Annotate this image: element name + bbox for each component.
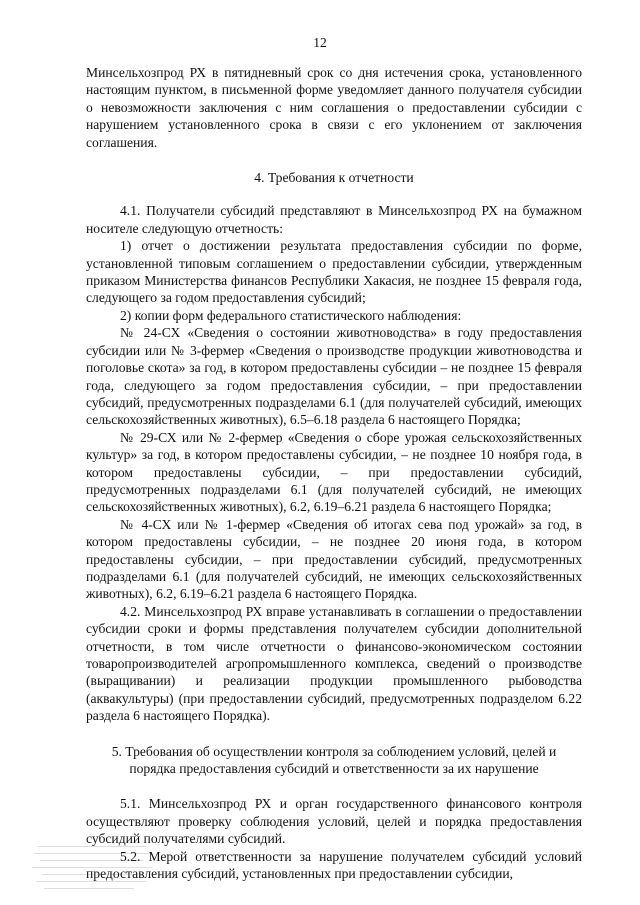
paragraph-5-2: 5.2. Мерой ответственности за нарушение получателем субсидий условий предоставления субсидий, установленных при предоставлении субсидии,: [86, 848, 582, 882]
paragraph-5-1: 5.1. Минсельхозпрод РХ и орган государственного финансового контроля осуществляют проверку соблюдения условий, целей и порядка предоставления субсидий получателями субсидий.: [86, 796, 582, 847]
faded-stamp-mark: [30, 840, 158, 898]
paragraph-4-1-item-1: 1) отчет о достижении результата предоставления субсидии по форме, установленной типовым соглашением о предоставлении субсидии, утвержденным приказом Министерства финансов Республики Хакасия, не позднее 15 февраля года, следующего за годом предоставления субсидий;: [86, 238, 582, 306]
paragraph-4-1-item-2: 2) копии форм федерального статистического наблюдения:: [120, 307, 462, 323]
page-number: 12: [313, 35, 327, 50]
section-5-heading-line-1: 5. Требования об осуществлении контроля за соблюдением условий, целей и: [111, 743, 557, 759]
section-5-heading: [86, 743, 582, 778]
section-4-heading: 4. Требования к отчетности: [254, 170, 414, 186]
paragraph-deadline-notice: Минсельхозпрод РХ в пятидневный срок со дня истечения срока, установленного настоящим пунктом, в письменной форме уведомляет данного получателя субсидии о невозможности заключения с ним соглашения о предоставлении субсидии с нарушением установленного срока в связи с его уклонением от заключения соглашения.: [86, 65, 582, 150]
document-body: [86, 64, 582, 882]
paragraph-form-24-sx: № 24-СХ «Сведения о состоянии животноводства» в году предоставления субсидии или № 3-фермер «Сведения о производстве продукции животноводства и поголовье скота» за год, в котором предоставлены субсидии – не позднее 15 февраля года, следующего за годом предоставления субсидии, – при предоставлении субсидий, предусмотренных подразделами 6.1 (для получателей субсидий, имеющих сельскохозяйственных животных), 6.5–6.18 раздела 6 настоящего Порядка;: [86, 325, 582, 428]
paragraph-4-1: 4.1. Получатели субсидий представляют в Минсельхозпрод РХ на бумажном носителе следующую отчетность:: [86, 203, 582, 236]
paragraph-form-29-sx: № 29-СХ или № 2-фермер «Сведения о сборе урожая сельскохозяйственных культур» за год, в котором предоставлены субсидии, – не позднее 10 ноября года, в котором предоставлены субсидии, – при предоставлении субсидий, предусмотренных подразделами 6.1 (для получателей субсидий, не имеющих сельскохозяйственных животных), 6.2, 6.19–6.21 раздела 6 настоящего Порядка;: [86, 429, 582, 515]
paragraph-4-2: 4.2. Минсельхозпрод РХ вправе устанавливать в соглашении о предоставлении субсидии сроки и формы представления получателем субсидии дополнительной отчетности, в том числе отчетности о финансово-экономическом состоянии товаропроизводителей агропромышленного комплекса, сведений о производстве (выращивании) и реализации продукции промышленного рыбоводства (аквакультуры) (при предоставлении субсидий, предусмотренных подразделом 6.22 раздела 6 настоящего Порядка).: [86, 603, 582, 724]
section-5-heading-line-2: порядка предоставления субсидий и ответственности за их нарушение: [129, 761, 539, 777]
paragraph-form-4-sx: № 4-СХ или № 1-фермер «Сведения об итогах сева под урожай» за год, в котором предоставлены субсидии, – не позднее 20 июня года, в котором предоставлены субсидии, – при предоставлении субсидий, предусмотренных подразделами 6.1 (для получателей субсидий, не имеющих сельскохозяйственных животных), 6.2, 6.19–6.21 раздела 6 настоящего Порядка.: [86, 516, 582, 602]
